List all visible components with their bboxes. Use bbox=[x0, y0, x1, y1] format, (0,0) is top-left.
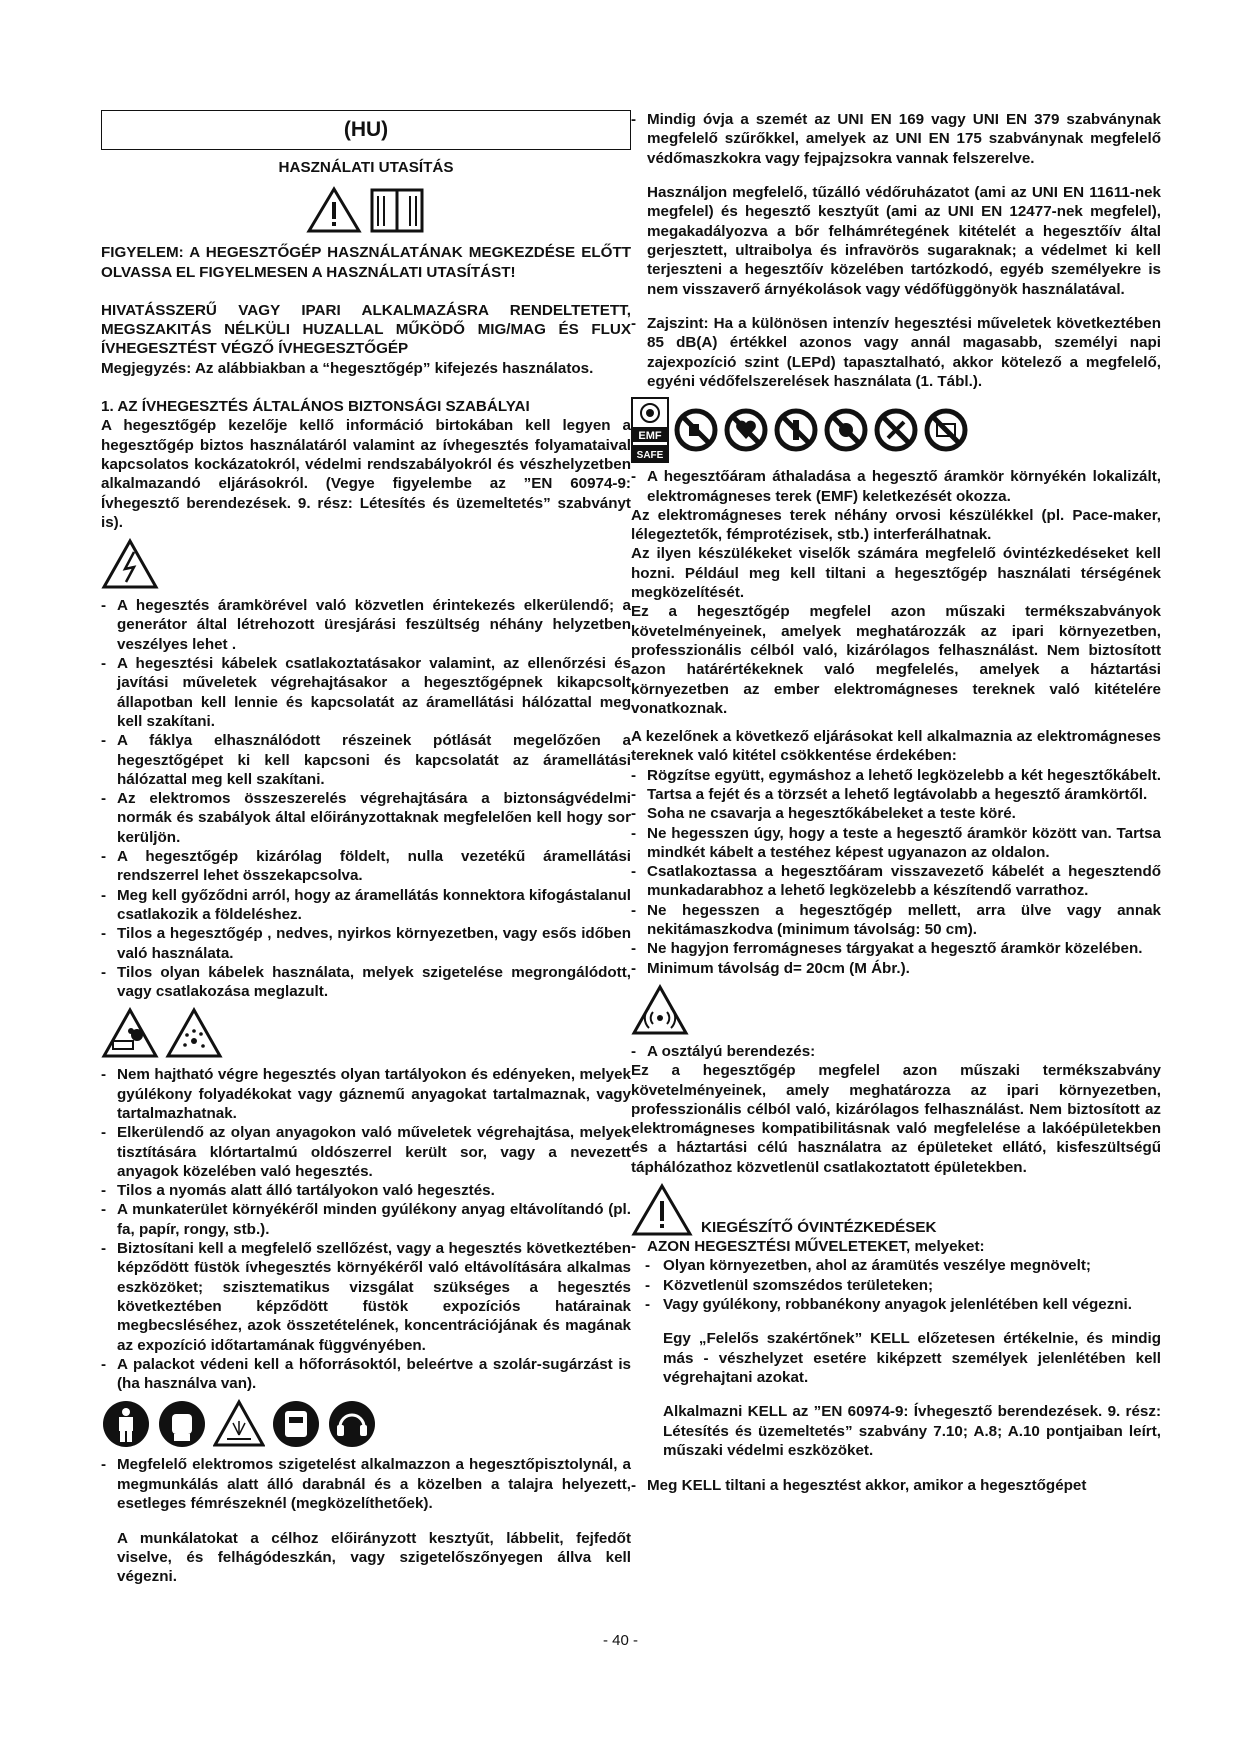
warning-triangle-icon bbox=[631, 1183, 693, 1237]
list-item: - A hegesztőáram áthaladása a hegesztő áramkör környékén lokalizált, elektromágneses terek (EMF) keletkezését okozza. bbox=[631, 467, 1161, 506]
list-item: - Rögzítse együtt, egymáshoz a lehető legközelebb a két hegesztőkábelt. bbox=[631, 766, 1161, 785]
list-item: - Ne hegesszen úgy, hogy a teste a hegesztő áramkör között van. Tartsa mindkét kábelt a testéhez képest ugyanazon az oldalon. bbox=[631, 824, 1161, 863]
fire-icons bbox=[101, 1007, 631, 1059]
list-item: - Megfelelő elektromos szigetelést alkalmazzon a hegesztőpisztolynál, a megmunkálás alatt álló darabnál és a közelben a talajra helyezett, esetleges fémrészeknél (megközelíthetőek). bbox=[101, 1455, 631, 1513]
list-item: - Nem hajtható végre hegesztés olyan tartályokon és edényeken, melyek gyúlékony folyadékokat vagy gáznemű anyagokat tartalmaznak, vagy tartalmazhatnak. bbox=[101, 1065, 631, 1123]
list-item: - A hegesztési kábelek csatlakoztatásakor valamint, az ellenőrzési és javítási műveletek végrehajtásakor a hegesztőgépnek kikapcsolt állapotban kell lennie és kapcsolatát az áramellátási hálózattal meg kell szakítani. bbox=[101, 654, 631, 731]
extra-list bbox=[631, 1237, 1161, 1256]
list-item: - A hegesztés áramkörével való közvetlen érintekezés elkerülendő; a generátor által létrehozott üresjárási feszültség néhány helyzetben veszélyes lehet . bbox=[101, 596, 631, 654]
emf-text-3: Ez a hegesztőgép megfelel azon műszaki termékszabványok követelményeinek, amelyek meghatározzák az ipari környezetben, professzionális célból való, kizárólagos felhasználást. Nem biztosított azon határértékeknek való megfelelés, amelyek a háztartási környezetben az ember elektromágneses tereknek való kitételére vonatkoznak. bbox=[631, 603, 1161, 717]
warning-triangle-icon bbox=[306, 186, 362, 234]
section1-title: 1. AZ ÍVHEGESZTÉS ÁLTALÁNOS BIZTONSÁGI SZABÁLYAI bbox=[101, 398, 530, 416]
radiation-hazard-icon bbox=[213, 1399, 265, 1449]
class-a-list bbox=[631, 1042, 1161, 1061]
emf-label-bottom: SAFE bbox=[636, 450, 664, 462]
list-item: - Vagy gyúlékony, robbanékony anyagok jelenlétében kell végezni. bbox=[631, 1295, 1161, 1314]
emf-label-top: EMF bbox=[638, 430, 662, 443]
no-entry-icon bbox=[673, 407, 719, 453]
extra-text-1: Egy „Felelős szakértőnek” KELL előzetesen értékelnie, és mindig más - vészhelyzet esetére kiképzett személyek jelenlétében kell végrehajtani azokat. bbox=[663, 1330, 1161, 1386]
last-list bbox=[631, 1476, 1161, 1495]
electric-icons bbox=[101, 538, 631, 590]
page-number: - 40 - bbox=[602, 1632, 638, 1649]
extra-precautions-title: KIEGÉSZÍTŐ ÓVINTÉZKEDÉSEK bbox=[701, 1218, 937, 1236]
list-item: - Elkerülendő az olyan anyagokon való műveletek végrehajtása, melyek tisztítására klórtartalmú oldószerrel került sor, vagy a nevezett anyagok közelében való hegesztés. bbox=[101, 1123, 631, 1181]
emf-text-1: Az elektromágneses terek néhány orvosi készülékkel (pl. Pace-maker, lélegeztetők, fémprotézisek, stb.) interferálhatnak. bbox=[631, 506, 1161, 544]
manual-book-icon bbox=[368, 186, 426, 234]
warning-manual-icons bbox=[101, 186, 631, 234]
list-item: - A palackot védeni kell a hőforrásoktól, beleértve a szolár-sugárzást is (ha használva van). bbox=[101, 1355, 631, 1394]
list-item: - Közvetlenül szomszédos területeken; bbox=[631, 1276, 1161, 1295]
fire-list bbox=[101, 1065, 631, 1393]
intro-machine-type: HIVATÁSSZERŰ VAGY IPARI ALKALMAZÁSRA RENDELTETETT, MEGSZAKITÁS NÉLKÜLI HUZALLAL MŰKÖDŐ MIG/MAG ÉS FLUX ÍVHEGESZTÉST VÉGZŐ ÍVHEGESZTŐGÉP bbox=[101, 301, 631, 358]
section1-text: A hegesztőgép kezelője kellő információ birtokában kell legyen a hegesztőgép biztos használatáról valamint az ívhegesztés folyamataival kapcsolatos kockázatokról, védelmi rendszabályokról és vészhelyzetben alkalmazandó eljárásokról. (Vegye figyelembe az ”EN 60974-9: Ívhegesztő berendezések. 9. rész: Létesítés és üzemeltetés” szabványt is). bbox=[101, 417, 631, 531]
manual-heading: HASZNÁLATI UTASÍTÁS bbox=[278, 159, 454, 176]
list-item: - Az elektromos összeszerelés végrehajtására a biztonságvédelmi normák és szabályok által előirányzottaknak megfelelően kell hogy sor kerüljön. bbox=[101, 789, 631, 847]
emf-safe-icon bbox=[631, 397, 669, 463]
welding-mask-icon bbox=[271, 1399, 321, 1449]
protective-clothing-icon bbox=[101, 1399, 151, 1449]
extra-precautions-header bbox=[631, 1183, 1161, 1237]
emf-text-2: Az ilyen készülékeket viselők számára megfelelő óvintézkedéseket kell hozni. Például meg kell tiltani a hegesztőgép használati térségének megközelítését. bbox=[631, 545, 1161, 602]
list-item: - AZON HEGESZTÉSI MŰVELETEKET, melyeket: bbox=[631, 1237, 1161, 1256]
gloves-icon bbox=[157, 1399, 207, 1449]
protective-clothing-text: Használjon megfelelő, tűzálló védőruházatot (ami az UNI EN 11611-nek megfelel) és hegesztő kesztyűt (ami az UNI EN 12477-nek megfelel), megakadályozva a bőr felhámrétegének kitételét a hegesztőív által gerjesztett, ultraibolya és infravörös sugaraknak; a védelmet ki kell terjeszteni a hegesztőív közelében tartózkodó, egyéb személyekre is nem visszaverő árnyékolások vagy védőfüggönyök használatával. bbox=[647, 184, 1161, 298]
explosion-hazard-icon bbox=[101, 1007, 159, 1059]
ppe-icons bbox=[101, 1399, 631, 1449]
list-item: - A osztályú berendezés: bbox=[631, 1042, 1161, 1061]
extra-sub-list bbox=[631, 1256, 1161, 1314]
list-item: - A hegesztőgép kizárólag földelt, nulla vezetékű áramellátási rendszerrel lehet összekapcsolva. bbox=[101, 847, 631, 886]
noise-list bbox=[631, 314, 1161, 391]
list-item: - Mindig óvja a szemét az UNI EN 169 vagy UNI EN 379 szabványnak megfelelő szűrőkkel, amelyek az UNI EN 175 szabványnak megfelelő védőmaszkokra vagy fejpajzsokra vannak felszerelve. bbox=[631, 110, 1161, 168]
list-item: - Olyan környezetben, ahol az áramütés veszélye megnövelt; bbox=[631, 1256, 1161, 1275]
language-title-box bbox=[101, 110, 631, 150]
list-item: - Zajszint: Ha a különösen intenzív hegesztési műveletek következtében 85 dB(A) értékkel azonos vagy annál magasabb, személyi napi zajexpozíció szint (LEPd) tapasztalható, akkor kötelező a megfelelő, egyéni védőfelszerelések használata (1. Tábl.). bbox=[631, 314, 1161, 391]
list-item: - A fáklya elhasználódott részeinek pótlását megelőzően a hegesztőgépet ki kell kapcsoni és kapcsolatát az áramellátási hálózattal meg kell szakítani. bbox=[101, 731, 631, 789]
language-title: (HU) bbox=[343, 118, 389, 142]
right-column bbox=[631, 110, 1161, 1495]
sparks-hazard-icon bbox=[165, 1007, 223, 1059]
ppe-text: A munkálatokat a célhoz előirányzott kesztyűt, lábbelit, fejfedőt viselve, és felhágódeszkán, vagy szigetelőszőnyegen állva kell végezni. bbox=[117, 1529, 631, 1586]
ppe-list bbox=[101, 1455, 631, 1513]
extra-text-2: Alkalmazni KELL az ”EN 60974-9: Ívhegesztő berendezések. 9. rész: Létesítés és üzemeltetés” szabvány 7.10; A.8; A.10 pontjaiban leírt, műszaki védelmi eszközöket. bbox=[663, 1403, 1161, 1460]
class-a-text: Ez a hegesztőgép megfelel azon műszaki termékszabvány követelményeinek, amely meghatározza az ipari környezetben, professzionális célból való, kizárólagos felhasználást. Nem biztosított az elektromágneses kompatibilitásnak való megfelelése a lakóépületekben és a háztartási célú használatra az épületeket ellátó, kisfeszültségű táphálózathoz közvetlenül csatlakoztatott épületekben. bbox=[631, 1062, 1161, 1176]
list-item: - Ne hagyjon ferromágneses tárgyakat a hegesztő áramkör közelében. bbox=[631, 939, 1161, 958]
electric-hazard-icon bbox=[101, 538, 159, 590]
list-item: - Soha ne csavarja a hegesztőkábeleket a teste köré. bbox=[631, 804, 1161, 823]
warning-read-manual: FIGYELEM: A HEGESZTŐGÉP HASZNÁLATÁNAK MEGKEZDÉSE ELŐTT OLVASSA EL FIGYELMESEN A HASZNÁLATI UTASÍTÁST! bbox=[101, 244, 631, 281]
no-pacemaker-icon bbox=[723, 407, 769, 453]
list-item: - Minimum távolság d= 20cm (M Ábr.). bbox=[631, 959, 1161, 978]
operator-list bbox=[631, 766, 1161, 978]
no-magnetic-card-icon bbox=[923, 407, 969, 453]
list-item: - Tartsa a fejét és a törzsét a lehető legtávolabb a hegesztő áramkörtől. bbox=[631, 785, 1161, 804]
list-item: - Meg KELL tiltani a hegesztést akkor, amikor a hegesztőgépet bbox=[631, 1476, 1161, 1495]
list-item: - Tilos a nyomás alatt álló tartályokon való hegesztés. bbox=[101, 1181, 631, 1200]
no-tools-icon bbox=[873, 407, 919, 453]
list-item: - Meg kell győződni arról, hogy az áramellátás konnektora kifogástalanul csatlakozik a földeléshez. bbox=[101, 886, 631, 925]
ear-protection-icon bbox=[327, 1399, 377, 1449]
operator-intro: A kezelőnek a következő eljárásokat kell alkalmaznia az elektromágneses tereknek való kitétel csökkentése érdekében: bbox=[631, 728, 1161, 765]
no-watch-icon bbox=[823, 407, 869, 453]
emission-icons bbox=[631, 984, 1161, 1036]
electric-list bbox=[101, 596, 631, 1001]
emf-icons bbox=[631, 397, 1161, 463]
emf-list bbox=[631, 467, 1161, 506]
left-column bbox=[101, 110, 631, 1602]
list-item: - A munkaterület környékéről minden gyúlékony anyag eltávolítandó (pl. fa, papír, rongy, stb.). bbox=[101, 1200, 631, 1239]
intro-note: Megjegyzés: Az alábbiakban a “hegesztőgép” kifejezés használatos. bbox=[101, 359, 594, 377]
eye-protection-list bbox=[631, 110, 1161, 168]
list-item: - Tilos a hegesztőgép , nedves, nyirkos környezetben, vagy esős időben való használata. bbox=[101, 924, 631, 963]
list-item: - Csatlakoztassa a hegesztőáram visszavezető kábelét a hegesztendő munkadarabhoz a lehető legközelebb a készítendő varrathoz. bbox=[631, 862, 1161, 901]
list-item: - Tilos olyan kábelek használata, melyek szigetelése megrongálódott, vagy csatlakozása meglazult. bbox=[101, 963, 631, 1002]
list-item: - Biztosítani kell a megfelelő szellőzést, vagy a hegesztés következtében képződött füstök ívhegesztés környékéről való eltávolítására alkalmas eszközöket; szisztematikus vizsgálat szükséges a hegesztés következtében képződött füstök expozíciós határainak megbecsléséhez, azok összetételének, koncentrációjának és magának az expozíció időtartamának függvényében. bbox=[101, 1239, 631, 1355]
no-metal-implant-icon bbox=[773, 407, 819, 453]
emission-warning-icon bbox=[631, 984, 689, 1036]
list-item: - Ne hegesszen a hegesztőgép mellett, arra ülve vagy annak nekitámaszkodva (minimum távolság: 50 cm). bbox=[631, 901, 1161, 940]
